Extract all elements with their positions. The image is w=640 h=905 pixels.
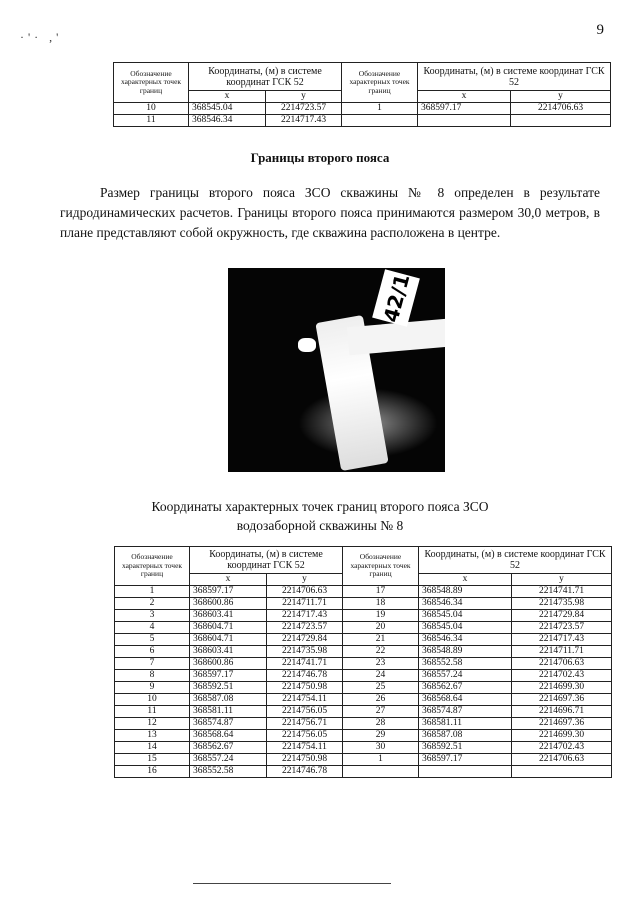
table-cell: 368557.24	[419, 670, 512, 682]
header-x: х	[418, 91, 511, 103]
page-number: 9	[596, 22, 604, 38]
table-cell: 368548.89	[419, 646, 512, 658]
table-cell: 2214735.98	[512, 598, 612, 610]
table-cell: 1	[342, 103, 418, 115]
table-row	[115, 718, 612, 730]
header-x: х	[419, 574, 512, 586]
table-cell: 21	[343, 634, 419, 646]
header-coords: Координаты, (м) в системе координат ГСК 52	[189, 63, 342, 91]
table-row	[114, 115, 611, 127]
table-cell: 2214756.05	[267, 730, 343, 742]
header-y: у	[267, 574, 343, 586]
table-cell: 11	[115, 706, 190, 718]
table-cell: 15	[115, 754, 190, 766]
table-cell	[342, 115, 418, 127]
table-cell: 368600.86	[190, 598, 267, 610]
caption-line-2: водозаборной скважины № 8	[236, 518, 404, 533]
table-cell: 368603.41	[190, 610, 267, 622]
table-cell: 368545.04	[189, 103, 266, 115]
caption-line-1: Координаты характерных точек границ второго пояса ЗСО	[151, 499, 489, 514]
table-cell: 368604.71	[190, 634, 267, 646]
table-row	[115, 634, 612, 646]
header-y: у	[512, 574, 612, 586]
table-cell	[418, 115, 511, 127]
corner-marks: ·'· ,'	[20, 30, 63, 44]
table-cell: 2214756.71	[267, 718, 343, 730]
header-label: Обозначение характерных точек границ	[114, 63, 189, 103]
table-cell: 2214706.63	[512, 658, 612, 670]
paragraph-text: Размер границы второго пояса ЗСО скважины № 8 определен в результате гидродинамических расчетов. Границы второго пояса принимаются размером 30,0 метров, в плане представляют собой окружность, где скважина расположена в центре.	[60, 185, 600, 240]
table-cell: 13	[115, 730, 190, 742]
table-cell	[512, 766, 612, 778]
table-cell: 2214729.84	[512, 610, 612, 622]
table-cell: 368562.67	[419, 682, 512, 694]
table-row	[115, 610, 612, 622]
table-cell: 368574.87	[190, 718, 267, 730]
table-cell: 20	[343, 622, 419, 634]
table-cell: 368548.89	[419, 586, 512, 598]
table-cell: 368597.17	[418, 103, 511, 115]
table-cell: 2214754.11	[267, 694, 343, 706]
header-coords: Координаты, (м) в системе координат ГСК 52	[418, 63, 611, 91]
table-cell: 368587.08	[419, 730, 512, 742]
table-row	[115, 754, 612, 766]
table-row	[115, 670, 612, 682]
table-cell: 2214696.71	[512, 706, 612, 718]
table-row	[115, 646, 612, 658]
table-cell: 10	[115, 694, 190, 706]
table-cell: 12	[115, 718, 190, 730]
table-cell: 368568.64	[190, 730, 267, 742]
header-x: х	[190, 574, 267, 586]
table-cell: 2214706.63	[511, 103, 611, 115]
table-cell: 2214723.57	[266, 103, 342, 115]
table-cell: 4	[115, 622, 190, 634]
table-cell: 17	[343, 586, 419, 598]
header-label: Обозначение характерных точек границ	[115, 547, 190, 586]
table-cell: 2214729.84	[267, 634, 343, 646]
header-x: х	[189, 91, 266, 103]
table-cell: 10	[114, 103, 189, 115]
table-cell: 2214741.71	[512, 586, 612, 598]
table-cell: 368581.11	[419, 718, 512, 730]
table-cell: 27	[343, 706, 419, 718]
table-row	[115, 598, 612, 610]
table-row	[115, 586, 612, 598]
table-cell: 1	[343, 754, 419, 766]
table-cell: 368592.51	[190, 682, 267, 694]
coordinates-table	[114, 546, 612, 778]
table-cell: 28	[343, 718, 419, 730]
table-cell: 8	[115, 670, 190, 682]
table-cell: 368562.67	[190, 742, 267, 754]
table-cell: 2214702.43	[512, 742, 612, 754]
header-label: Обозначение характерных точек границ	[342, 63, 418, 103]
header-y: у	[266, 91, 342, 103]
table-cell: 2214711.71	[512, 646, 612, 658]
table-cell: 5	[115, 634, 190, 646]
header-coords: Координаты, (м) в системе координат ГСК 52	[190, 547, 343, 574]
table-cell: 6	[115, 646, 190, 658]
table-cell: 29	[343, 730, 419, 742]
table-row	[115, 706, 612, 718]
table-cell: 1	[115, 586, 190, 598]
table-cell: 16	[115, 766, 190, 778]
table-cell: 368546.34	[189, 115, 266, 127]
table-cell: 2214711.71	[267, 598, 343, 610]
table-cell: 368604.71	[190, 622, 267, 634]
photo-plate-text: 42/1	[378, 271, 415, 325]
table-cell: 18	[343, 598, 419, 610]
table-cell: 368600.86	[190, 658, 267, 670]
table-cell	[511, 115, 611, 127]
table-cell: 368597.17	[190, 586, 267, 598]
table-cell: 368552.58	[419, 658, 512, 670]
table-cell: 368557.24	[190, 754, 267, 766]
well-photo	[228, 268, 445, 472]
table-cell: 2214746.78	[267, 766, 343, 778]
table-row	[115, 658, 612, 670]
header-y: у	[511, 91, 611, 103]
table-cell: 368603.41	[190, 646, 267, 658]
table-caption	[0, 497, 640, 535]
table-cell: 2214756.05	[267, 706, 343, 718]
header-label: Обозначение характерных точек границ	[343, 547, 419, 586]
table-cell: 9	[115, 682, 190, 694]
table-cell: 2214702.43	[512, 670, 612, 682]
table-row	[115, 694, 612, 706]
table-cell: 2214717.43	[267, 610, 343, 622]
table-cell: 2214706.63	[512, 754, 612, 766]
table-cell: 11	[114, 115, 189, 127]
header-coords: Координаты, (м) в системе координат ГСК 52	[419, 547, 612, 574]
table-row	[115, 730, 612, 742]
table-cell: 22	[343, 646, 419, 658]
table-cell: 7	[115, 658, 190, 670]
table-cell: 2214735.98	[267, 646, 343, 658]
table-cell: 2214717.43	[266, 115, 342, 127]
table-row	[115, 622, 612, 634]
table-cell: 2214746.78	[267, 670, 343, 682]
table-row	[115, 742, 612, 754]
table-cell: 368546.34	[419, 634, 512, 646]
table-cell: 2214699.30	[512, 730, 612, 742]
table-row	[115, 682, 612, 694]
table-cell: 368545.04	[419, 610, 512, 622]
table-cell: 2214723.57	[267, 622, 343, 634]
table-cell: 2214706.63	[267, 586, 343, 598]
footer-rule	[193, 883, 391, 884]
table-cell: 368581.11	[190, 706, 267, 718]
table-cell: 368597.17	[190, 670, 267, 682]
section-title: Границы второго пояса	[250, 150, 390, 165]
table-row	[115, 766, 612, 778]
table-cell: 2	[115, 598, 190, 610]
table-cell: 24	[343, 670, 419, 682]
table-cell: 23	[343, 658, 419, 670]
table-cell: 2214697.36	[512, 694, 612, 706]
table-cell: 2214697.36	[512, 718, 612, 730]
table-row	[114, 103, 611, 115]
table-cell: 2214723.57	[512, 622, 612, 634]
table-cell: 3	[115, 610, 190, 622]
table-cell: 368568.64	[419, 694, 512, 706]
table-cell: 2214754.11	[267, 742, 343, 754]
table-cell: 2214750.98	[267, 682, 343, 694]
table-cell: 2214750.98	[267, 754, 343, 766]
table-cell: 368545.04	[419, 622, 512, 634]
table-cell: 30	[343, 742, 419, 754]
table-cell: 2214699.30	[512, 682, 612, 694]
coordinates-table-continued	[113, 62, 611, 127]
table-cell: 25	[343, 682, 419, 694]
table-cell	[343, 766, 419, 778]
table-cell	[419, 766, 512, 778]
table-cell: 368552.58	[190, 766, 267, 778]
body-paragraph	[60, 183, 600, 243]
table-cell: 368592.51	[419, 742, 512, 754]
table-cell: 368546.34	[419, 598, 512, 610]
table-cell: 19	[343, 610, 419, 622]
table-cell: 26	[343, 694, 419, 706]
table-cell: 368574.87	[419, 706, 512, 718]
table-cell: 2214741.71	[267, 658, 343, 670]
table-cell: 2214717.43	[512, 634, 612, 646]
table-cell: 368597.17	[419, 754, 512, 766]
table-cell: 14	[115, 742, 190, 754]
table-cell: 368587.08	[190, 694, 267, 706]
